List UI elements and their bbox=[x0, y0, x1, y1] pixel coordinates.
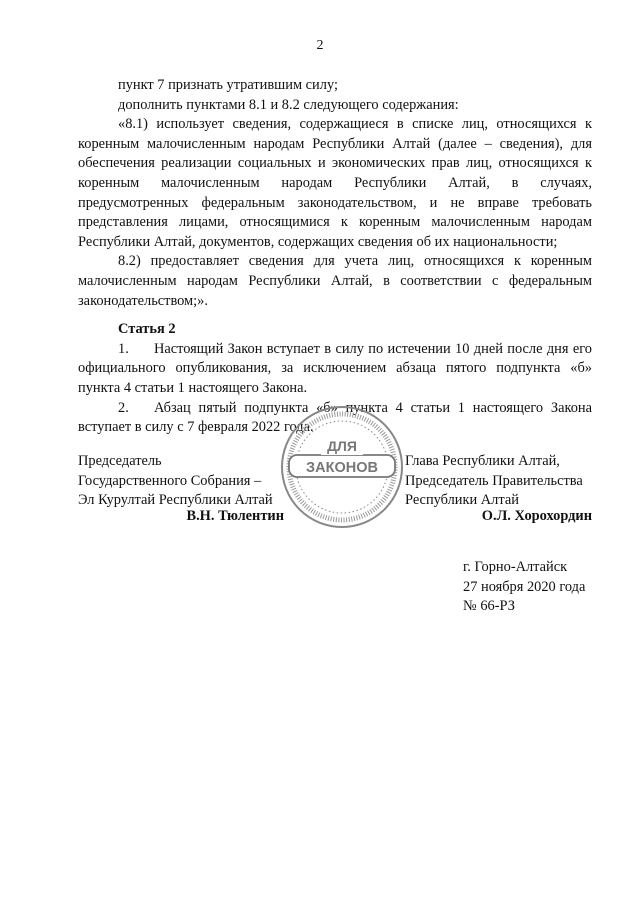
signer-title-line: Председатель bbox=[78, 453, 162, 469]
document-body bbox=[78, 76, 592, 438]
signature-block-right bbox=[405, 452, 583, 511]
article-2-item bbox=[78, 340, 592, 399]
paragraph-8-2: 8.2) предоставляет сведения для учета лиц, относящихся к коренным малочисленным народам Республики Алтай, в соответствии с федеральным законодательством;». bbox=[78, 253, 592, 309]
item-number: 2. bbox=[118, 399, 129, 416]
signer-title-line: Председатель Правительства bbox=[405, 472, 583, 489]
signature-block-left bbox=[78, 452, 273, 511]
signer-title-line: Эл Курултай Республики Алтай bbox=[78, 492, 273, 509]
place-date-block bbox=[463, 558, 585, 617]
item-text: Настоящий Закон вступает в силу по истечении 10 дней после дня его официального опубликования, за исключением абзаца пятого подпункта «б» пункта 4 статьи 1 настоящего Закона. bbox=[78, 340, 592, 396]
signer-name-right: О.Л. Хорохордин bbox=[481, 508, 592, 524]
official-stamp bbox=[279, 404, 405, 530]
city: г. Горно-Алтайск bbox=[463, 559, 568, 575]
article-2-title: Статья 2 bbox=[118, 321, 176, 338]
stamp-word-1: ДЛЯ bbox=[327, 438, 357, 454]
law-number: № 66-РЗ bbox=[463, 598, 515, 615]
signer-title-line: Республики Алтай bbox=[405, 492, 519, 509]
paragraph-supplement: дополнить пунктами 8.1 и 8.2 следующего содержания: bbox=[118, 96, 459, 113]
paragraph-8-1: «8.1) использует сведения, содержащиеся в списке лиц, относящихся к коренным малочисленным народам Республики Алтай (далее – сведения), для обеспечения реализации социальных и экономических прав лиц, относящихся к коренным малочисленным народам Республики Алтай, в случаях, предусмотренных федеральным законодательством, и не вправе требовать представления лицами, относящимися к коренным малочисленным народам Республики Алтай, документов, содержащих сведения об их национальности; bbox=[78, 116, 592, 250]
item-text: Абзац пятый подпункта «б» пункта 4 статьи 1 настоящего Закона вступает в силу с 7 февраля 2022 года. bbox=[78, 399, 592, 436]
paragraph-item7: пункт 7 признать утратившим силу; bbox=[118, 77, 338, 93]
stamp-word-2: ЗАКОНОВ bbox=[306, 460, 378, 476]
date: 27 ноября 2020 года bbox=[463, 578, 586, 595]
signer-title-line: Государственного Собрания – bbox=[78, 472, 262, 489]
page-number: 2 bbox=[316, 38, 324, 53]
signer-title-line: Глава Республики Алтай, bbox=[405, 453, 560, 469]
signer-name-left: В.Н. Тюлентин bbox=[186, 508, 284, 524]
item-number: 1. bbox=[118, 340, 129, 357]
